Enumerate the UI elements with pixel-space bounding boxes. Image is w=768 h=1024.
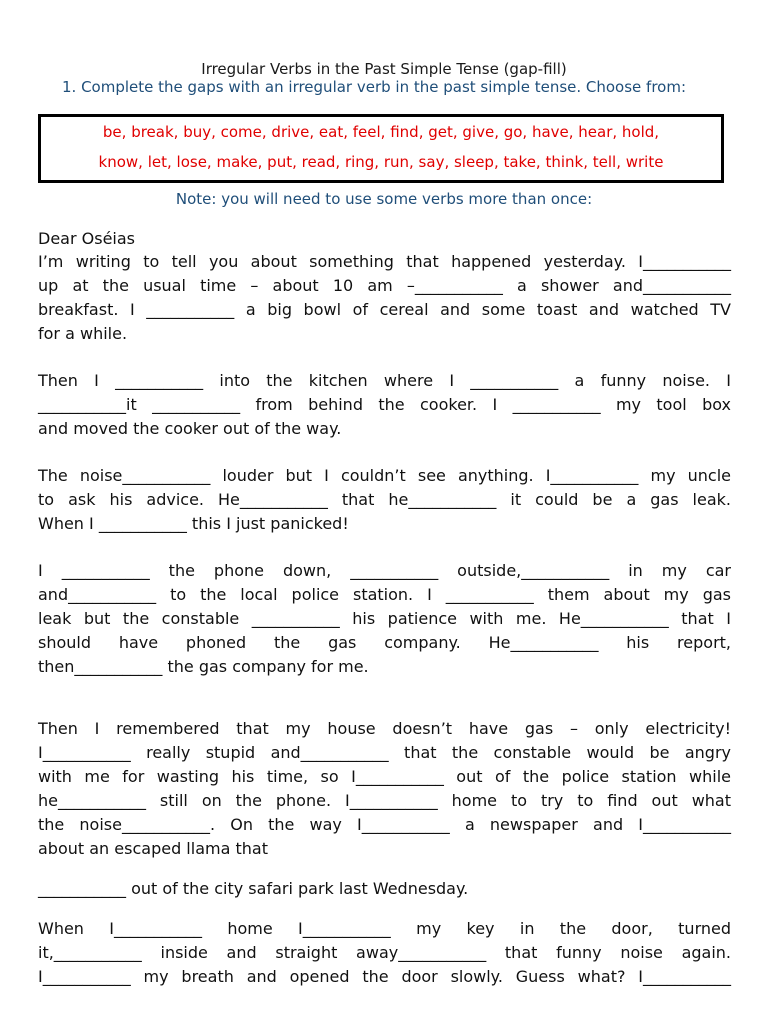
paragraph-line: with me for wasting his time, so I___________ out of the police station while	[38, 767, 731, 786]
note-text: Note: you will need to use some verbs more than once:	[175, 190, 593, 208]
paragraph-line: about an escaped llama that	[38, 839, 268, 858]
paragraph-7	[38, 917, 731, 989]
paragraph-line: I___________ really stupid and___________ that the constable would be angry	[38, 743, 731, 762]
paragraph-1	[38, 250, 731, 346]
paragraph-6	[38, 877, 731, 901]
worksheet-title: Irregular Verbs in the Past Simple Tense (gap-fill)	[201, 60, 567, 78]
paragraph-line: ___________ out of the city safari park last Wednesday.	[38, 879, 469, 898]
paragraph-line: the noise___________. On the way I___________ a newspaper and I___________	[38, 815, 731, 834]
greeting-line: Dear Oséias	[38, 229, 135, 248]
verb-list-box	[38, 114, 724, 183]
paragraph-line: Then I remembered that my house doesn’t have gas – only electricity!	[38, 719, 731, 738]
letter-greeting	[38, 227, 731, 251]
verb-list-line-2: know, let, lose, make, put, read, ring, run, say, sleep, take, think, tell, write	[98, 153, 664, 171]
paragraph-line: I___________ my breath and opened the door slowly. Guess what? I___________	[38, 967, 731, 986]
paragraph-line: leak but the constable ___________ his patience with me. He___________ that I	[38, 609, 731, 628]
paragraph-line: for a while.	[38, 324, 128, 343]
paragraph-3	[38, 464, 731, 536]
exercise-instruction: 1. Complete the gaps with an irregular verb in the past simple tense. Choose from:	[62, 78, 687, 96]
paragraph-line: ___________it ___________ from behind the cooker. I ___________ my tool box	[38, 395, 731, 414]
paragraph-2	[38, 369, 731, 441]
paragraph-line: he___________ still on the phone. I___________ home to try to find out what	[38, 791, 731, 810]
paragraph-line: Then I ___________ into the kitchen where I ___________ a funny noise. I	[38, 371, 731, 390]
paragraph-line: should have phoned the gas company. He___________ his report,	[38, 633, 731, 652]
paragraph-4	[38, 559, 731, 679]
paragraph-line: then___________ the gas company for me.	[38, 657, 369, 676]
paragraph-line: When I ___________ this I just panicked!	[38, 514, 349, 533]
paragraph-line: it,___________ inside and straight away___________ that funny noise again.	[38, 943, 731, 962]
paragraph-line: and moved the cooker out of the way.	[38, 419, 342, 438]
paragraph-line: I’m writing to tell you about something that happened yesterday. I___________	[38, 252, 731, 271]
paragraph-line: I ___________ the phone down, ___________ outside,___________ in my car	[38, 561, 731, 580]
paragraph-line: up at the usual time – about 10 am –___________ a shower and___________	[38, 276, 731, 295]
paragraph-line: breakfast. I ___________ a big bowl of cereal and some toast and watched TV	[38, 300, 731, 319]
paragraph-line: When I___________ home I___________ my key in the door, turned	[38, 919, 731, 938]
paragraph-line: to ask his advice. He___________ that he___________ it could be a gas leak.	[38, 490, 731, 509]
paragraph-5	[38, 717, 731, 861]
paragraph-line: and___________ to the local police station. I ___________ them about my gas	[38, 585, 731, 604]
paragraph-line: The noise___________ louder but I couldn’t see anything. I___________ my uncle	[38, 466, 731, 485]
verb-list-line-1: be, break, buy, come, drive, eat, feel, find, get, give, go, have, hear, hold,	[102, 123, 660, 141]
